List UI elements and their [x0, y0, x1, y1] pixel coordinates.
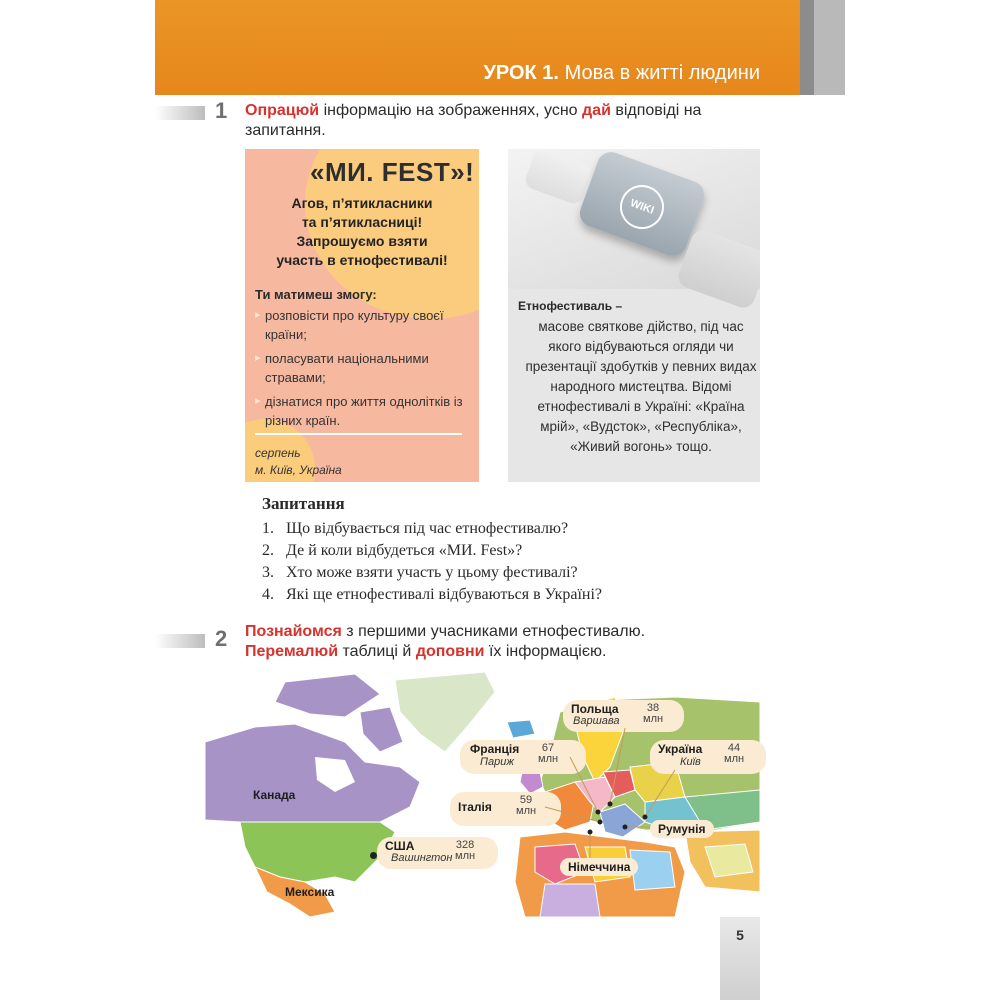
question-number: 2. — [262, 542, 274, 559]
globe-icon: WIKI — [614, 179, 670, 235]
festival-invitation — [245, 194, 479, 270]
country-label-mexico: Мексика — [285, 885, 335, 899]
capital-name: Вашингтон — [391, 852, 453, 864]
population-unit: млн — [724, 753, 745, 765]
task-number: 1 — [215, 98, 228, 123]
keyboard-key — [523, 149, 593, 206]
definition-text: масове святкове дійство, під час якого відбуваються огляди чи презентації здобутків у певних видах народного мистецтва. Відомі етнофестивалі в Україні: «Країна мрій», «Вудсток», «Республіка», «Живий вогонь» тощо. — [525, 319, 757, 454]
divider — [255, 433, 462, 435]
keyboard-photo — [508, 149, 760, 289]
country-bubble-romania: Румунія — [650, 820, 714, 838]
task-instruction — [245, 622, 745, 662]
task-text: таблиці й — [338, 643, 416, 660]
country-name: Італія — [458, 800, 492, 814]
task-verb: доповни — [415, 643, 485, 660]
population-value: 44 — [727, 742, 741, 754]
invite-line: участь в етнофестивалі! — [276, 252, 448, 268]
country-label-canada: Канада — [253, 788, 296, 802]
population-unit: млн — [643, 713, 664, 725]
task-text: відповіді на запитання. — [245, 102, 702, 139]
population-value: 328 — [455, 839, 475, 851]
question-text: Що відбувається під час етнофестивалю? — [286, 520, 569, 537]
country-name: Польща — [571, 702, 619, 716]
world-map — [205, 672, 760, 917]
festival-title: «МИ. FEST»! — [310, 157, 475, 187]
capital-name: Варшава — [573, 715, 620, 727]
invite-line: Агов, п’ятикласники — [291, 195, 433, 211]
question-number: 3. — [262, 564, 274, 581]
population-unit: млн — [516, 805, 537, 817]
population-value: 59 — [519, 794, 533, 806]
task-number: 2 — [215, 626, 228, 651]
task-marker-bar — [155, 634, 205, 648]
list-item: ▸ дізнатися про життя однолітків із різних країн. — [255, 392, 475, 430]
question-item — [262, 518, 602, 540]
festival-lead: Ти матимеш змогу: — [255, 287, 377, 302]
population-unit: млн — [538, 753, 559, 765]
task-marker-bar — [155, 106, 205, 120]
task-verb: Познайомся — [245, 623, 342, 640]
festival-poster — [245, 149, 479, 482]
questions-list — [262, 518, 602, 606]
questions-heading: Запитання — [262, 494, 345, 513]
lesson-name: Мова в житті людини — [564, 62, 760, 84]
capital-name: Париж — [480, 756, 514, 768]
country-bubble-germany: Німеччина — [560, 858, 638, 876]
task-verb: дай — [582, 102, 611, 119]
question-number: 4. — [262, 586, 274, 603]
country-name: США — [385, 839, 415, 853]
task-text: їх інформацією. — [484, 643, 607, 660]
header-edge-light — [814, 0, 845, 95]
lesson-title — [483, 62, 760, 85]
list-item: ▸ поласувати національними стравами; — [255, 349, 475, 387]
question-text: Які ще етнофестивалі відбуваються в Україні? — [286, 586, 603, 603]
definition-term: Етнофестиваль – — [518, 299, 623, 313]
task-instruction — [245, 101, 745, 141]
population-value: 38 — [646, 702, 660, 714]
invite-line: та п’ятикласниці! — [301, 214, 423, 230]
pointer-lines — [205, 672, 760, 917]
page-number: 5 — [736, 927, 744, 943]
task-text: інформацію на зображеннях, усно — [319, 102, 583, 119]
header-edge-dark — [800, 0, 814, 95]
task-verb: Перемалюй — [245, 643, 339, 660]
question-item — [262, 540, 602, 562]
festival-date: серпень — [255, 446, 301, 460]
question-number: 1. — [262, 520, 274, 537]
question-text: Хто може взяти участь у цьому фестивалі? — [286, 564, 578, 581]
population-unit: млн — [455, 850, 476, 862]
question-item — [262, 562, 602, 584]
country-name: Україна — [658, 742, 703, 756]
task-verb: Опрацюй — [245, 102, 320, 119]
lesson-prefix: УРОК 1. — [483, 62, 559, 84]
list-item: ▸ розповісти про культуру своєї країни; — [255, 306, 475, 344]
wiki-definition-card — [508, 149, 760, 482]
festival-activities — [255, 306, 475, 435]
question-text: Де й коли відбудеться «МИ. Fest»? — [286, 542, 523, 559]
question-item — [262, 584, 602, 606]
task-text: з першими учасниками етнофестивалю. — [341, 623, 646, 640]
festival-date-place — [255, 445, 342, 479]
festival-place: м. Київ, Україна — [255, 463, 342, 477]
population-value: 67 — [541, 742, 555, 754]
capital-name: Київ — [680, 756, 701, 768]
invite-line: Запрошуємо взяти — [296, 233, 428, 249]
country-name: Франція — [470, 742, 520, 756]
